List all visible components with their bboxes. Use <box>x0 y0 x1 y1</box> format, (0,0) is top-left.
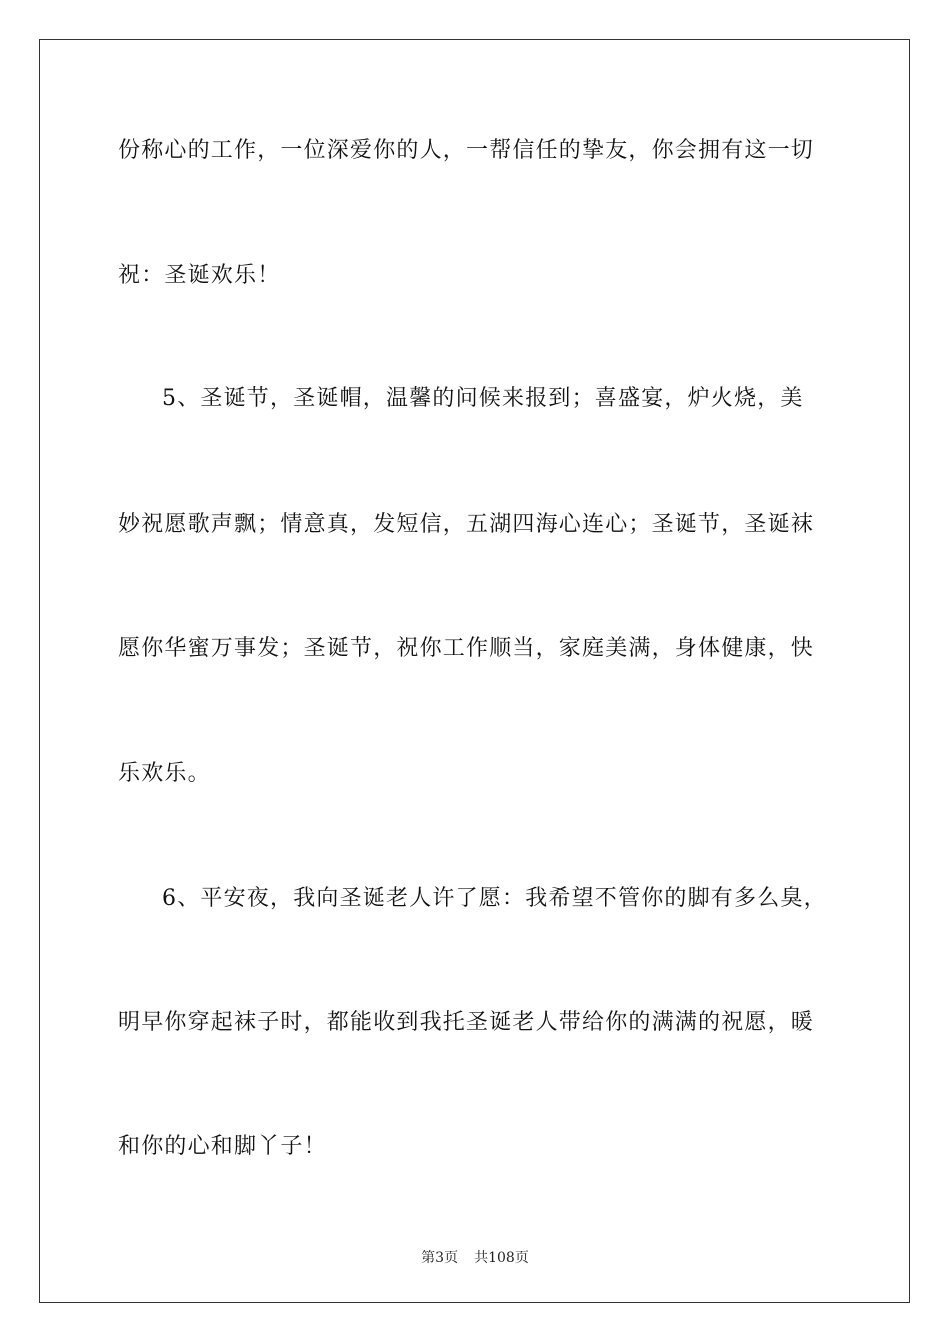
paragraph-start-line: 5、圣诞节，圣诞帽，温馨的问候来报到；喜盛宴，炉火烧，美 <box>162 386 804 411</box>
text-line: 和你的心和脚丫子！ <box>118 1134 327 1159</box>
page-total: 共108页 <box>474 1250 529 1266</box>
text-line: 份称心的工作，一位深爱你的人，一帮信任的挚友，你会拥有这一切 <box>118 138 815 163</box>
paragraph-start-line: 6、平安夜，我向圣诞老人许了愿：我希望不管你的脚有多么臭， <box>162 886 827 911</box>
text-line: 乐欢乐。 <box>118 761 211 786</box>
page-border <box>39 39 910 1303</box>
text-line: 愿你华蜜万事发；圣诞节，祝你工作顺当，家庭美满，身体健康，快 <box>118 636 815 661</box>
page-footer <box>0 1248 950 1268</box>
text-line: 妙祝愿歌声飘；情意真，发短信，五湖四海心连心；圣诞节，圣诞袜 <box>118 512 815 537</box>
text-line: 明早你穿起袜子时，都能收到我托圣诞老人带给你的满满的祝愿，暖 <box>118 1010 815 1035</box>
text-line: 祝：圣诞欢乐！ <box>118 263 281 288</box>
page-number: 第3页 <box>421 1250 459 1266</box>
